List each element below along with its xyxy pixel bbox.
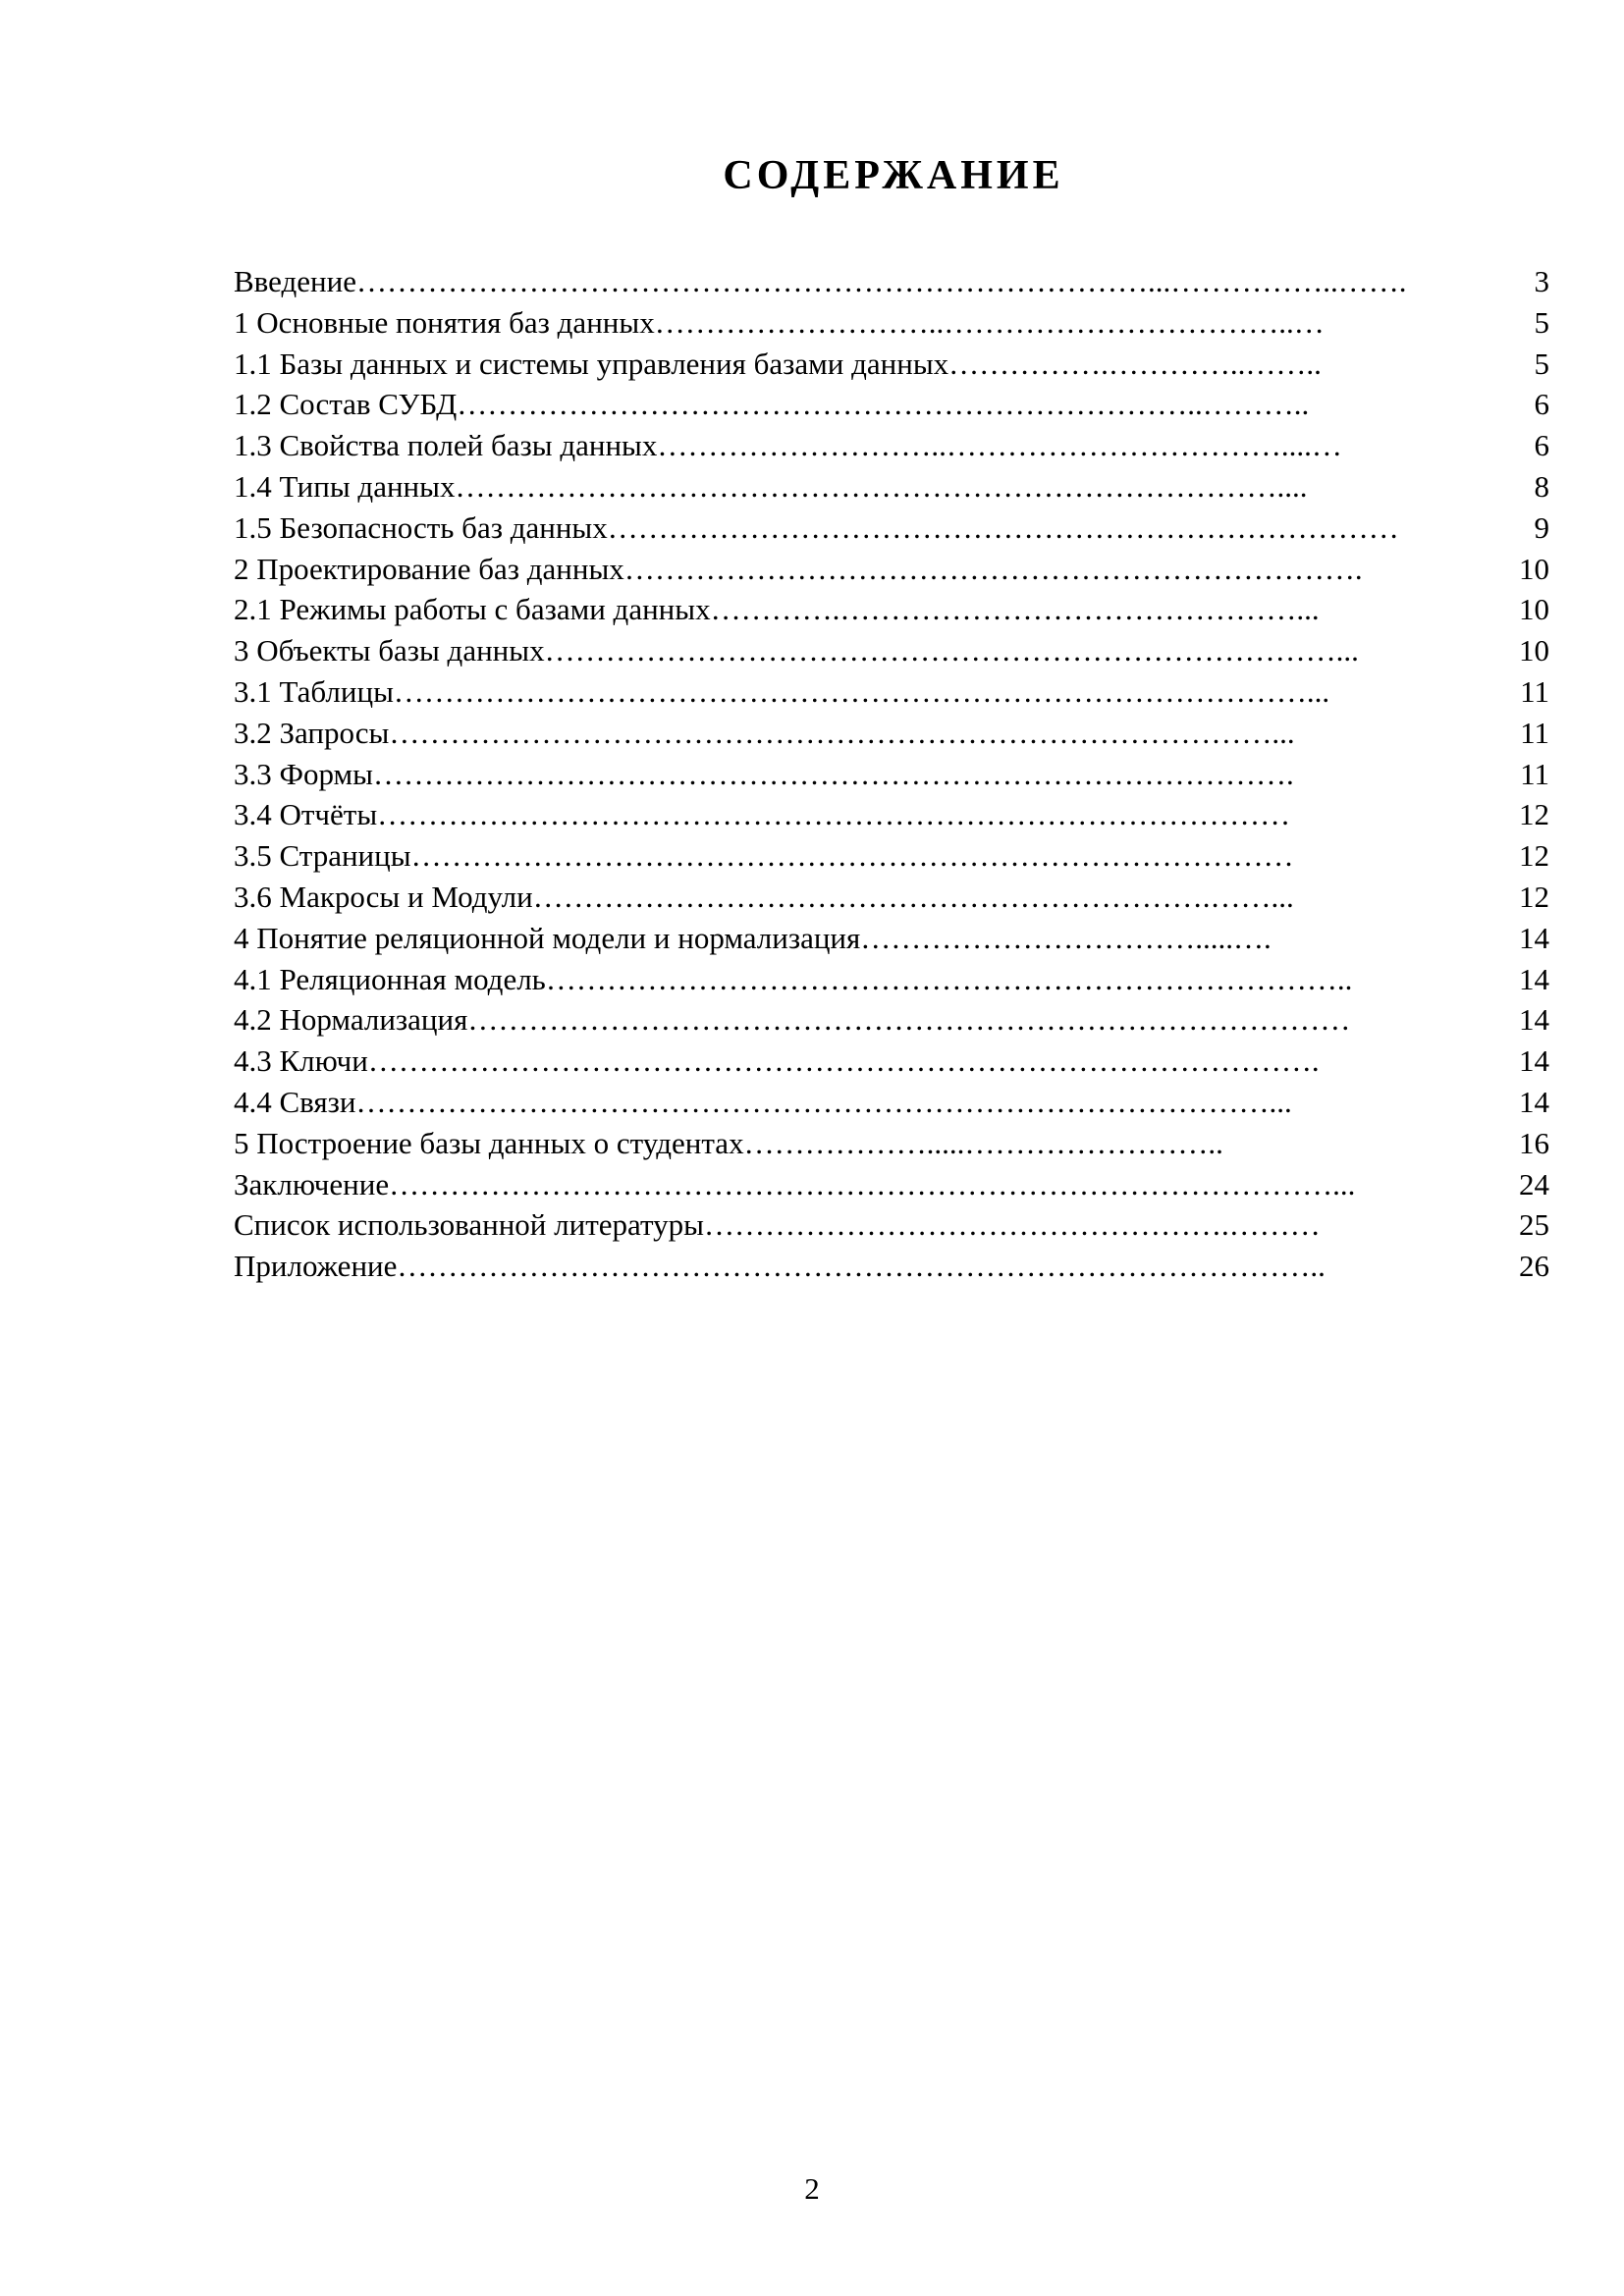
toc-entry-title: 1.1 Базы данных и системы управления базами данных (234, 346, 949, 381)
toc-entry (234, 589, 1549, 630)
toc-entry (234, 959, 1549, 1000)
toc-dot-leader: …………………………………………………………………….. (545, 961, 1353, 996)
toc-dot-leader: ………………………………………………………………………………. (372, 756, 1294, 791)
toc-dot-leader: ………………………………………………………….……... (532, 879, 1294, 914)
toc-entry-page: 10 (1519, 551, 1549, 586)
toc-dot-leader: …………………………………………………………………………… (410, 838, 1294, 874)
toc-entry-title: 5 Построение базы данных о студентах (234, 1125, 744, 1160)
toc-dot-leader: ……………….....…………………….. (743, 1125, 1223, 1160)
toc-entry-page: 9 (1534, 509, 1549, 545)
page-number: 2 (804, 2171, 820, 2206)
toc-entry (234, 713, 1549, 754)
toc-entry (234, 549, 1549, 590)
toc-entry (234, 261, 1549, 302)
toc-entry-page: 14 (1519, 920, 1549, 955)
toc-entry-page: 6 (1534, 428, 1549, 463)
toc-dot-leader: ……………………………………………………………………...……………..……. (355, 264, 1407, 298)
toc-entry-title: Список использованной литературы (234, 1207, 704, 1243)
toc-entry-page: 14 (1519, 1043, 1549, 1079)
toc-entry-title: 3.1 Таблицы (234, 673, 394, 709)
toc-entry (234, 671, 1549, 713)
toc-entry-page: 24 (1519, 1166, 1549, 1201)
toc-entry-title: 4.2 Нормализация (234, 1002, 468, 1038)
toc-entry-page: 12 (1519, 838, 1549, 874)
toc-entry-title: 1.5 Безопасность баз данных (234, 509, 608, 545)
toc-entry-title: 2.1 Режимы работы с базами данных (234, 592, 711, 627)
toc-dot-leader: …………………………………………………………………………………. (367, 1043, 1320, 1079)
toc-dot-leader: ………………………..……………………………....… (657, 428, 1342, 463)
toc-entry-page: 14 (1519, 1084, 1549, 1119)
toc-entry-page: 3 (1534, 264, 1549, 298)
toc-dot-leader: ……………………………………………………………………………... (389, 715, 1295, 750)
toc-dot-leader: ……………………………………………………………………... (544, 633, 1359, 668)
toc-entry-page: 25 (1519, 1207, 1549, 1243)
toc-entry (234, 999, 1549, 1041)
toc-entry-page: 10 (1519, 592, 1549, 627)
toc-entry (234, 918, 1549, 959)
toc-entry-page: 14 (1519, 1002, 1549, 1038)
toc-dot-leader: ………………………………………………………………………………... (355, 1084, 1292, 1119)
toc-entry-title: Введение (234, 264, 356, 298)
toc-dot-leader: ……………………………………………………………………………… (377, 797, 1291, 832)
toc-dot-leader: ………….………………………………………... (710, 592, 1320, 627)
toc-dot-leader: …………………………………………….……… (703, 1207, 1321, 1243)
toc-dot-leader: …………………………….....…. (860, 920, 1272, 955)
toc-entry (234, 630, 1549, 671)
toc-entry-page: 6 (1534, 387, 1549, 422)
toc-entry-page: 5 (1534, 346, 1549, 381)
toc-entry (234, 425, 1549, 466)
toc-dot-leader: …………………………………………………………………… (607, 509, 1399, 545)
toc-entry-title: 1.2 Состав СУБД (234, 387, 458, 422)
toc-entry (234, 877, 1549, 918)
toc-entry-title: 4 Понятие реляционной модели и нормализация (234, 920, 861, 955)
toc-entry (234, 754, 1549, 795)
toc-entry-title: 1.3 Свойства полей базы данных (234, 428, 658, 463)
table-of-contents (234, 261, 1549, 1287)
toc-dot-leader: …………………………………………………………………………………... (389, 1166, 1356, 1201)
toc-entry (234, 1164, 1549, 1205)
toc-entry (234, 835, 1549, 877)
toc-entry-page: 11 (1520, 756, 1549, 791)
page-title: СОДЕРЖАНИЕ (723, 153, 1064, 198)
toc-entry-title: 3.4 Отчёты (234, 797, 378, 832)
toc-entry-page: 11 (1520, 715, 1549, 750)
toc-entry (234, 384, 1549, 425)
toc-dot-leader: ……………………………………………………………………………….. (397, 1249, 1326, 1284)
toc-entry-title: 3 Объекты базы данных (234, 633, 545, 668)
toc-entry (234, 466, 1549, 507)
toc-entry-title: 2 Проектирование баз данных (234, 551, 624, 586)
toc-dot-leader: ……………………………………………………………………….... (455, 468, 1308, 504)
toc-dot-leader: ………………………………………………………………. (623, 551, 1363, 586)
toc-dot-leader: ………………………..……………………………..… (654, 304, 1325, 340)
toc-entry-title: 3.5 Страницы (234, 838, 411, 874)
toc-entry (234, 344, 1549, 385)
toc-entry-title: 3.2 Запросы (234, 715, 390, 750)
toc-dot-leader: …………….…………..…….. (948, 346, 1322, 381)
toc-entry (234, 1082, 1549, 1123)
toc-entry (234, 1204, 1549, 1246)
toc-entry-title: 1 Основные понятия баз данных (234, 304, 655, 340)
toc-entry-title: 1.4 Типы данных (234, 468, 456, 504)
toc-entry-page: 11 (1520, 673, 1549, 709)
toc-entry-title: 4.3 Ключи (234, 1043, 368, 1079)
toc-entry-page: 5 (1534, 304, 1549, 340)
toc-entry (234, 794, 1549, 835)
toc-entry-page: 12 (1519, 879, 1549, 914)
toc-entry-title: 4.1 Реляционная модель (234, 961, 546, 996)
toc-entry (234, 1246, 1549, 1287)
toc-entry-page: 14 (1519, 961, 1549, 996)
toc-entry-title: Приложение (234, 1249, 398, 1284)
toc-entry-page: 8 (1534, 468, 1549, 504)
toc-entry-page: 12 (1519, 797, 1549, 832)
toc-entry-title: 3.6 Макросы и Модули (234, 879, 533, 914)
toc-dot-leader: ………………………………………………………………..……….. (457, 387, 1310, 422)
toc-entry (234, 1041, 1549, 1082)
toc-entry-title: 3.3 Формы (234, 756, 373, 791)
toc-entry-title: 4.4 Связи (234, 1084, 356, 1119)
toc-entry-title: Заключение (234, 1166, 390, 1201)
toc-entry (234, 302, 1549, 344)
toc-dot-leader: …………………………………………………………………………… (467, 1002, 1351, 1038)
toc-entry-page: 10 (1519, 633, 1549, 668)
toc-entry-page: 16 (1519, 1125, 1549, 1160)
toc-entry-page: 26 (1519, 1249, 1549, 1284)
toc-entry (234, 1123, 1549, 1164)
toc-entry (234, 507, 1549, 549)
toc-dot-leader: ………………………………………………………………………………... (393, 673, 1330, 709)
